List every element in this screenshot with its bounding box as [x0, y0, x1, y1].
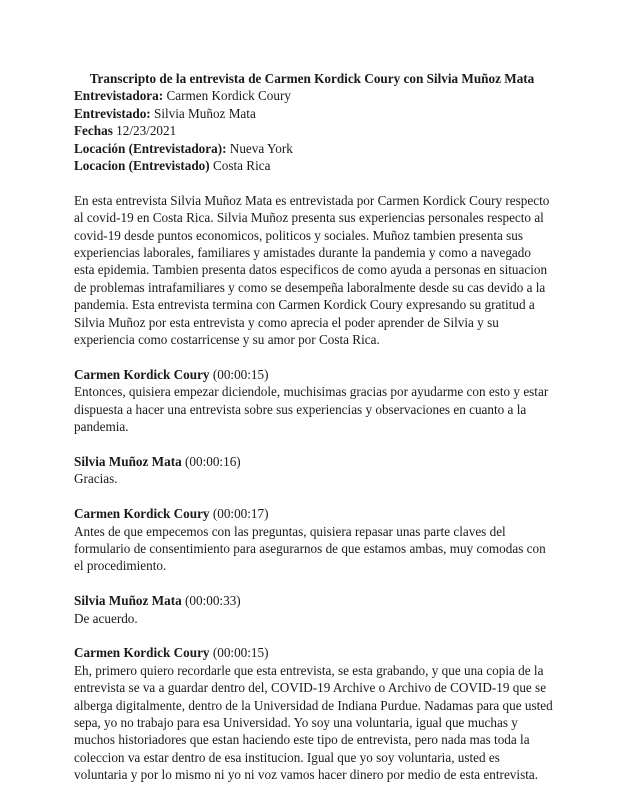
speaker-name: Silvia Muñoz Mata: [74, 453, 182, 469]
turn-text: Antes de que empecemos con las preguntas, quisiera repasar unas parte claves del formulario de consentimiento para asegurarnos de que estamos ambas, muy comodas con el procedimiento.: [74, 523, 546, 574]
meta-interviewer: [74, 87, 554, 104]
transcript-turn: [74, 505, 554, 575]
interview-summary: En esta entrevista Silvia Muñoz Mata es entrevistada por Carmen Kordick Coury respecto al covid-19 en Costa Rica. Silvia Muñoz presenta sus experiencias personales respecto al covid-19 desde puntos economicos, politicos y sociales. Muñoz tambien presenta sus experiencias laborales, familiares y amistades durante la pandemia y como a navegado esta epidemia. Tambien presenta datos especificos de como ayuda a personas en situacion de problemas intrafamiliares y como se desempeña laboralmente desde su cas devido a la pandemia. Esta entrevista termina con Carmen Kordick Coury expresando su gratitud a Silvia Muñoz por esta entrevista y como aprecia el poder aprender de Silvia y su experiencia como costarricense y su amor por Costa Rica.: [74, 192, 550, 348]
meta-interviewee: [74, 105, 554, 122]
speaker-name: Carmen Kordick Coury: [74, 506, 210, 522]
timestamp: (00:00:17): [209, 506, 269, 522]
turn-text: Gracias.: [74, 471, 118, 487]
meta-label: Entrevistado:: [74, 105, 151, 121]
meta-interviewer-location: [74, 140, 554, 157]
meta-value: 12/23/2021: [112, 123, 177, 139]
timestamp: (00:00:15): [209, 366, 269, 382]
turn-header: [74, 366, 554, 383]
speaker-name: Carmen Kordick Coury: [74, 366, 210, 382]
transcript-turn: [74, 644, 554, 783]
meta-interviewee-location: [74, 157, 554, 174]
timestamp: (00:00:16): [181, 453, 241, 469]
turn-header: [74, 453, 554, 470]
meta-date: [74, 122, 554, 139]
meta-label: Entrevistadora:: [74, 88, 164, 104]
meta-value: Costa Rica: [209, 158, 271, 174]
document-title: Transcripto de la entrevista de Carmen Kordick Coury con Silvia Muñoz Mata: [89, 71, 535, 86]
speaker-name: Silvia Muñoz Mata: [74, 593, 182, 609]
timestamp: (00:00:33): [181, 593, 241, 609]
interview-metadata: [74, 87, 554, 174]
turn-header: [74, 592, 554, 609]
turn-text: De acuerdo.: [74, 610, 138, 626]
meta-label: Locación (Entrevistadora):: [74, 140, 227, 156]
meta-value: Silvia Muñoz Mata: [150, 105, 256, 121]
transcript-turn: [74, 366, 554, 436]
meta-value: Carmen Kordick Coury: [163, 88, 291, 104]
turn-header: [74, 505, 554, 522]
meta-label: Locacion (Entrevistado): [74, 158, 210, 174]
transcript-turn: [74, 453, 554, 488]
timestamp: (00:00:15): [209, 645, 269, 661]
speaker-name: Carmen Kordick Coury: [74, 645, 210, 661]
meta-value: Nueva York: [226, 140, 293, 156]
document-page: [74, 70, 554, 784]
turn-header: [74, 644, 554, 661]
turn-text: Entonces, quisiera empezar diciendole, muchisimas gracias por ayudarme con esto y estar dispuesta a hacer una entrevista sobre sus experiencias y observaciones en cuanto a la pandemia.: [74, 384, 549, 435]
turn-text: Eh, primero quiero recordarle que esta entrevista, se esta grabando, y que una copia de la entrevista se va a guardar dentro del, COVID-19 Archive o Archivo de COVID-19 que se alberga digitalmente, dentro de la Universidad de Indiana Purdue. Nadamas para que usted sepa, yo no trabajo para esa Universidad. Yo soy una voluntaria, igual que muchas y muchos historiadores que estan haciendo este tipo de entrevista, pero nada mas toda la coleccion va estar dentro de esa institucion. Igual que yo soy voluntaria, usted es voluntaria y por lo mismo ni yo ni voz vamos hacer dinero por medio de esta entrevista.: [74, 662, 553, 783]
meta-label: Fechas: [74, 123, 113, 139]
transcript-turn: [74, 592, 554, 627]
